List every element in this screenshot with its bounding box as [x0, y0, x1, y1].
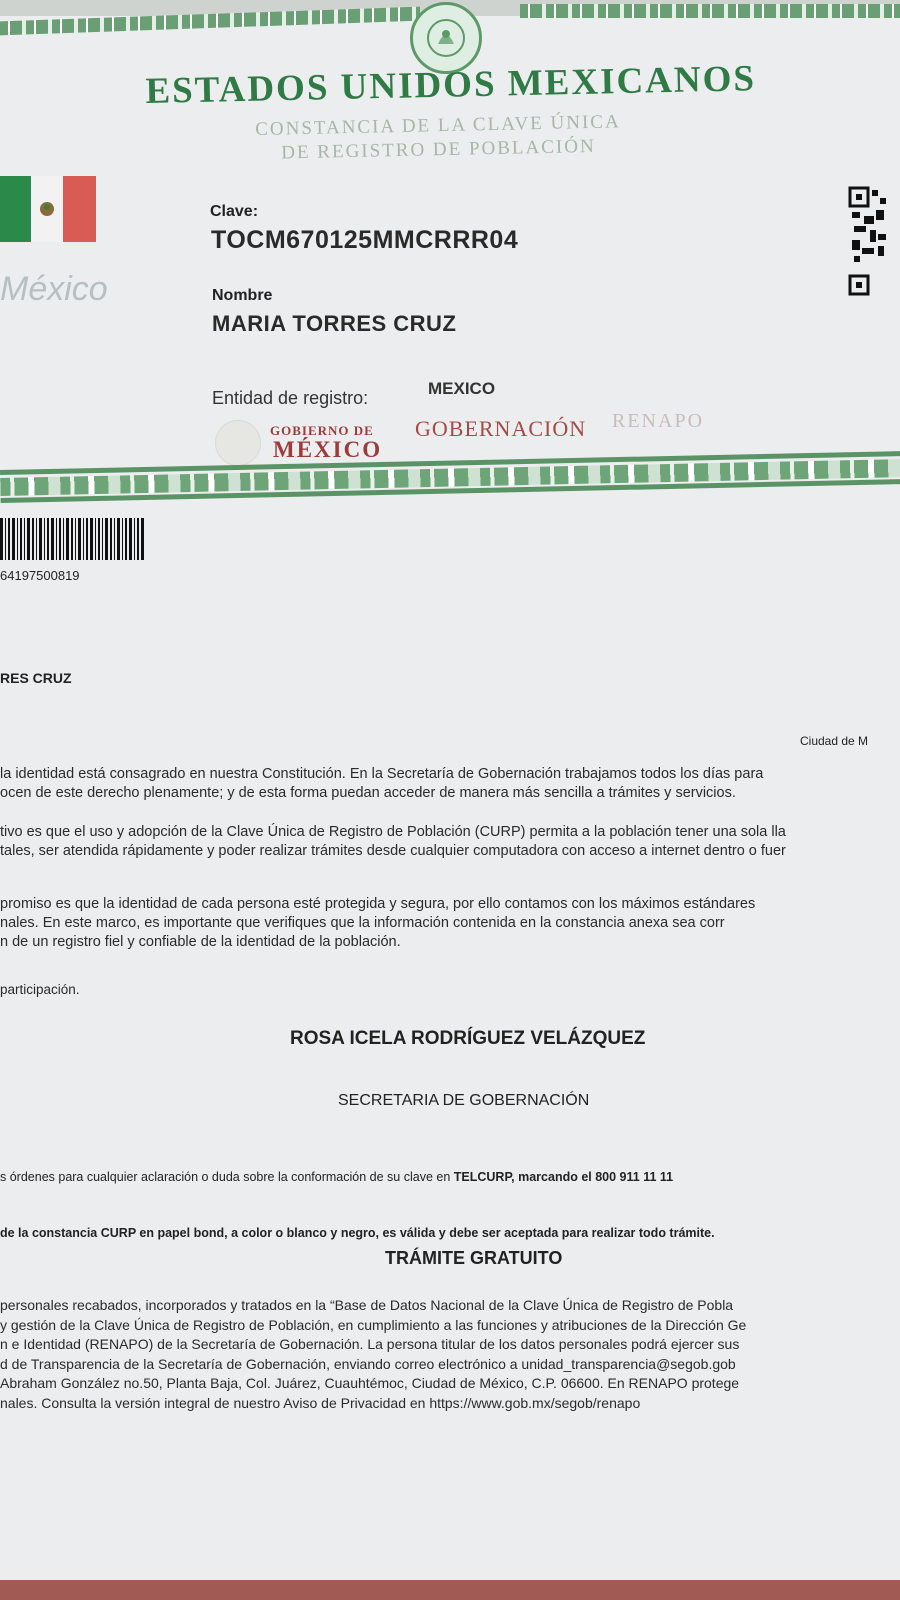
paragraph-line: tivo es que el uso y adopción de la Clave Única de Registro de Población (CURP) permita a la población tener una sola lla: [0, 824, 786, 840]
gobernacion-logo: GOBERNACIÓN: [415, 416, 587, 441]
entidad-value: MEXICO: [428, 379, 496, 398]
qr-code-icon: [848, 186, 888, 302]
validity-note: de la constancia CURP en papel bond, a color o blanco y negro, es válida y debe ser aceptada para realizar todo trámite.: [0, 1226, 715, 1240]
nombre-value: MARIA TORRES CRUZ: [212, 311, 457, 336]
table-surface: [0, 1580, 900, 1600]
paragraph-4: [0, 980, 80, 999]
document-subtitle: [255, 110, 621, 166]
entidad-label: Entidad de registro:: [212, 388, 369, 408]
barcode-icon: [0, 518, 146, 560]
decorative-border-right: [520, 4, 900, 18]
gobierno-logo-line2: MÉXICO: [273, 437, 383, 462]
telcurp-number: TELCURP, marcando el 800 911 11 11: [453, 1170, 674, 1184]
mexico-watermark-text: México: [0, 270, 108, 308]
nombre-label: Nombre: [212, 287, 273, 304]
privacy-line: d de Transparencia de la Secretaría de Gobernación, enviando correo electrónico a unidad_transparencia@segob.gob: [0, 1355, 736, 1372]
clave-value: TOCM670125MMCRRR04: [211, 226, 519, 254]
privacy-notice: [0, 1296, 746, 1413]
paragraph-line: la identidad está consagrado en nuestra Constitución. En la Secretaría de Gobernación trabajamos todos los días para: [0, 766, 764, 782]
recipient-name: RES CRUZ: [0, 670, 72, 686]
paragraph-line: ocen de este derecho plenamente; y de esta forma puedan acceder de manera más sencilla a trámites y servicios.: [0, 785, 736, 801]
privacy-line: personales recabados, incorporados y tratados en la “Base de Datos Nacional de la Clave Única de Registro de Pobla: [0, 1297, 734, 1313]
tramite-gratuito: TRÁMITE GRATUITO: [385, 1248, 563, 1268]
document-title: ESTADOS UNIDOS MEXICANOS: [145, 58, 757, 112]
signatory-title: SECRETARIA DE GOBERNACIÓN: [338, 1092, 590, 1109]
folio-number: 64197500819: [0, 568, 80, 583]
gobierno-logo-line1: GOBIERNO DE: [270, 423, 374, 438]
gobierno-emblem-icon: [215, 420, 261, 466]
privacy-line: Abraham González no.50, Planta Baja, Col. Juárez, Cuauhtémoc, Ciudad de México, C.P. 06600. En RENAPO protege: [0, 1375, 740, 1391]
telcurp-note: [0, 1170, 673, 1184]
clave-label: Clave:: [210, 203, 259, 220]
subtitle-line-2: DE REGISTRO DE POBLACIÓN: [281, 135, 596, 164]
paragraph-line: n de un registro fiel y confiable de la identidad de la población.: [0, 934, 401, 950]
subtitle-line-1: CONSTANCIA DE LA CLAVE ÚNICA: [255, 111, 621, 140]
privacy-line: nales. Consulta la versión integral de nuestro Aviso de Privacidad en https://www.gob.mx/segob/renapo: [0, 1394, 641, 1411]
decorative-band: [0, 451, 900, 510]
city-date: Ciudad de M: [800, 734, 869, 748]
paragraph-1: [0, 765, 763, 803]
privacy-line: y gestión de la Clave Única de Registro de Población, en cumplimiento a las funciones y atribuciones de la Dirección Ge: [0, 1316, 747, 1333]
paragraph-2: [0, 823, 786, 861]
paragraph-3: [0, 895, 755, 952]
renapo-logo: RENAPO: [612, 410, 705, 432]
privacy-line: n e Identidad (RENAPO) de la Secretaría de Gobernación. La persona titular de los datos personales podrá ejercer sus: [0, 1336, 740, 1352]
paragraph-line: tales, ser atendida rápidamente y poder realizar trámites desde cualquier computadora con acceso a internet dentro o fuer: [0, 843, 786, 859]
paragraph-line: promiso es que la identidad de cada persona esté protegida y segura, por ello contamos con los máximos estándares: [0, 896, 756, 912]
paragraph-line: participación.: [0, 982, 80, 997]
mexico-flag-icon: [0, 176, 96, 242]
signatory-name: ROSA ICELA RODRÍGUEZ VELÁZQUEZ: [290, 1028, 646, 1049]
paragraph-line: nales. En este marco, es importante que verifiques que la información contenida en la constancia anexa sea corr: [0, 915, 725, 931]
telcurp-text: s órdenes para cualquier aclaración o duda sobre la conformación de su clave en: [0, 1170, 454, 1184]
